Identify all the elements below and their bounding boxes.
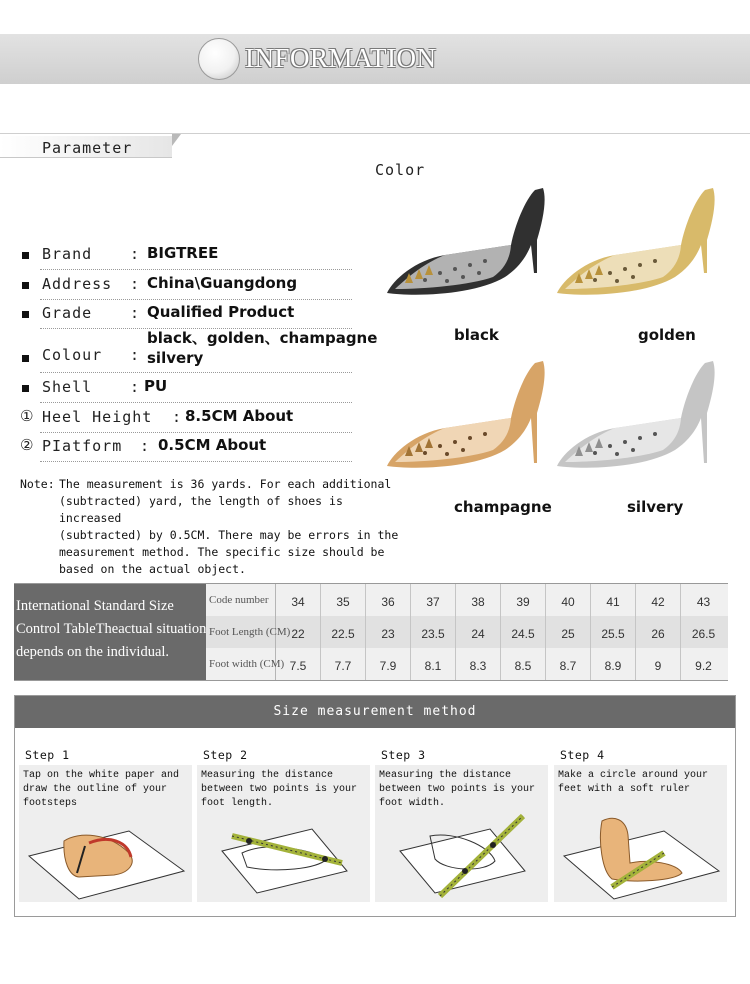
number-two-icon: ② bbox=[20, 436, 34, 454]
size-table bbox=[14, 583, 728, 681]
step-text: Make a circle around your feet with a soft ruler bbox=[558, 770, 709, 795]
number-one-icon: ① bbox=[20, 407, 34, 425]
table-cell: 7.9 bbox=[366, 648, 411, 680]
bullet-icon bbox=[22, 252, 29, 259]
spec-label: Brand bbox=[42, 245, 93, 263]
bullet-icon bbox=[22, 355, 29, 362]
table-cell: 9 bbox=[636, 648, 681, 680]
table-cell: 34 bbox=[276, 584, 321, 616]
spec-colon: : bbox=[130, 304, 140, 322]
parameter-divider bbox=[0, 133, 750, 134]
step-1 bbox=[15, 748, 188, 809]
step-title: Step 4 bbox=[560, 748, 605, 762]
table-cell: 7.5 bbox=[276, 648, 321, 680]
table-cell: 42 bbox=[636, 584, 681, 616]
caption-line: depends on the individual. bbox=[16, 644, 170, 660]
table-cell: 22 bbox=[276, 616, 321, 648]
foot-length-ruler-icon bbox=[197, 801, 370, 901]
caption-line: Control TableTheactual situation bbox=[16, 621, 207, 637]
step-card bbox=[554, 765, 727, 902]
parameter-tab-corner bbox=[172, 134, 181, 146]
table-cell: 25.5 bbox=[591, 616, 636, 648]
spec-label: Heel Height bbox=[42, 408, 153, 426]
table-cell: 43 bbox=[696, 595, 711, 609]
table-cell: 24 bbox=[456, 616, 501, 648]
shoe-golden-svg bbox=[555, 185, 735, 305]
step-card bbox=[19, 765, 192, 902]
foot-outline-icon bbox=[19, 801, 192, 901]
step-2 bbox=[193, 748, 366, 809]
size-row-foot-width bbox=[206, 648, 728, 680]
color-label-black: black bbox=[454, 326, 499, 344]
spec-row-grade bbox=[20, 299, 352, 329]
color-label-golden: golden bbox=[638, 326, 696, 344]
shoe-image-champagne bbox=[385, 358, 565, 478]
spec-label: Shell bbox=[42, 378, 93, 396]
step-4 bbox=[550, 748, 723, 795]
spec-colon: : bbox=[172, 408, 182, 426]
bullet-icon bbox=[22, 385, 29, 392]
step-3 bbox=[371, 748, 544, 809]
foot-circumference-icon bbox=[554, 801, 727, 901]
spec-colon: : bbox=[130, 346, 140, 364]
note-line: The measurement is 36 yards. For each additional bbox=[59, 477, 392, 491]
step-text: Measuring the distance between two points is your foot width. bbox=[379, 770, 536, 809]
size-table-caption bbox=[14, 584, 206, 680]
shoe-champagne-svg bbox=[385, 358, 565, 478]
size-row-code bbox=[206, 584, 728, 616]
table-cell: 8.7 bbox=[546, 648, 591, 680]
table-cell: 39 bbox=[501, 584, 546, 616]
shoe-image-golden bbox=[555, 185, 735, 305]
spec-row-platform bbox=[20, 432, 352, 462]
table-cell: 23.5 bbox=[411, 616, 456, 648]
bullet-icon bbox=[22, 311, 29, 318]
table-cell: 26 bbox=[636, 616, 681, 648]
spec-value: China\Guangdong bbox=[147, 274, 298, 292]
banner-title: INFORMATION bbox=[245, 43, 437, 73]
spec-value: silvery bbox=[147, 349, 204, 367]
shoe-black-svg bbox=[385, 185, 565, 305]
dotted-rule bbox=[40, 461, 352, 462]
table-cell: 22.5 bbox=[321, 616, 366, 648]
table-cell: 24.5 bbox=[501, 616, 546, 648]
row-header: Foot width (CM) bbox=[206, 648, 276, 680]
spec-row-brand bbox=[20, 240, 352, 270]
table-cell: 23 bbox=[366, 616, 411, 648]
spec-label: Address bbox=[42, 275, 113, 293]
table-cell: 41 bbox=[591, 584, 636, 616]
table-cell: 7.7 bbox=[321, 648, 366, 680]
table-cell: 35 bbox=[321, 584, 366, 616]
spec-colon: : bbox=[130, 275, 140, 293]
step-title: Step 3 bbox=[381, 748, 426, 762]
table-cell: 8.5 bbox=[501, 648, 546, 680]
step-card bbox=[375, 765, 548, 902]
spec-row-shell bbox=[20, 373, 352, 403]
step-card bbox=[197, 765, 370, 902]
spec-colon: : bbox=[130, 245, 140, 263]
note-line: measurement method. The specific size should be bbox=[59, 545, 385, 559]
spec-value: PU bbox=[144, 377, 168, 395]
measurement-title: Size measurement method bbox=[273, 704, 477, 719]
table-cell: 8.9 bbox=[591, 648, 636, 680]
table-cell: 36 bbox=[366, 584, 411, 616]
spec-label: Colour bbox=[42, 346, 103, 364]
banner-circle-icon bbox=[198, 38, 240, 80]
table-cell: 40 bbox=[546, 584, 591, 616]
spec-value: 0.5CM About bbox=[158, 436, 267, 454]
note-head: Note: bbox=[20, 477, 55, 491]
size-table-grid bbox=[206, 584, 728, 680]
size-row-foot-length bbox=[206, 616, 728, 648]
spec-value: 8.5CM About bbox=[185, 407, 294, 425]
foot-width-ruler-icon bbox=[375, 801, 548, 901]
spec-label: Grade bbox=[42, 304, 93, 322]
note-line: based on the actual object. bbox=[59, 562, 246, 576]
spec-row-heel-height bbox=[20, 403, 352, 433]
table-cell: 9.2 bbox=[695, 659, 712, 673]
table-cell: 26.5 bbox=[691, 627, 716, 641]
spec-value: Qualified Product bbox=[147, 303, 295, 321]
size-note bbox=[20, 476, 412, 578]
measurement-header bbox=[15, 696, 735, 728]
note-line: (subtracted) by 0.5CM. There may be errors in the bbox=[59, 528, 399, 542]
shoe-silvery-svg bbox=[555, 358, 735, 478]
table-cell: 38 bbox=[456, 584, 501, 616]
step-text: Measuring the distance between two points is your foot length. bbox=[201, 770, 358, 809]
table-cell: 37 bbox=[411, 584, 456, 616]
row-header: Code number bbox=[206, 584, 276, 616]
shoe-image-black bbox=[385, 185, 565, 305]
step-title: Step 1 bbox=[25, 748, 70, 762]
spec-value: BIGTREE bbox=[147, 244, 219, 262]
measurement-method-panel bbox=[14, 695, 736, 917]
information-banner bbox=[0, 34, 750, 84]
spec-colon: : bbox=[130, 378, 140, 396]
row-header: Foot Length (CM) bbox=[206, 616, 276, 648]
spec-row-address bbox=[20, 270, 352, 300]
table-cell: 25 bbox=[546, 616, 591, 648]
step-text: Tap on the white paper and draw the outline of your footsteps bbox=[23, 770, 180, 809]
table-cell: 8.3 bbox=[456, 648, 501, 680]
color-title: Color bbox=[375, 161, 426, 179]
parameter-label: Parameter bbox=[42, 139, 133, 157]
spec-colon: : bbox=[140, 437, 150, 455]
note-body bbox=[59, 476, 412, 578]
color-label-champagne: champagne bbox=[454, 498, 552, 516]
step-title: Step 2 bbox=[203, 748, 248, 762]
spec-row-colour bbox=[20, 343, 352, 373]
shoe-image-silvery bbox=[555, 358, 735, 478]
note-line: (subtracted) yard, the length of shoes is increased bbox=[59, 494, 343, 525]
spec-label: PIatform bbox=[42, 437, 123, 455]
color-label-silvery: silvery bbox=[627, 498, 684, 516]
bullet-icon bbox=[22, 282, 29, 289]
colour-value-line1: black、golden、champagne bbox=[147, 329, 378, 347]
table-cell: 8.1 bbox=[411, 648, 456, 680]
caption-line: International Standard Size bbox=[16, 598, 174, 614]
